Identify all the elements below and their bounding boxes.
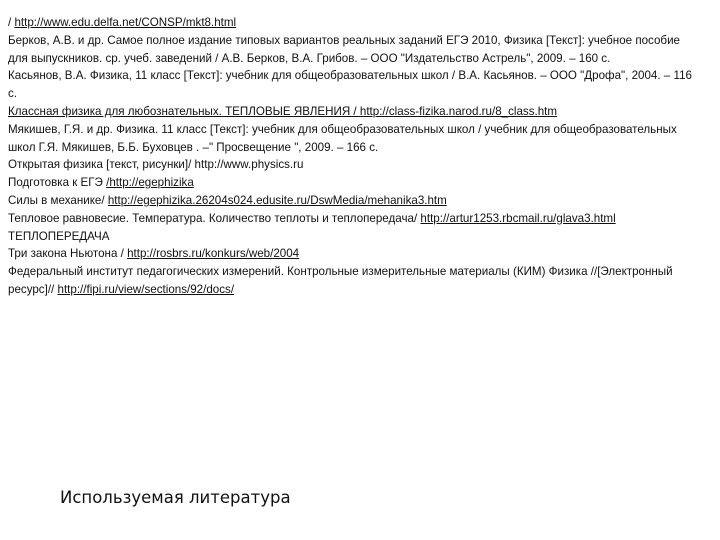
reference-text: / — [8, 16, 15, 29]
reference-link[interactable]: Классная физика для любознательных. ТЕПЛОВЫЕ ЯВЛЕНИЯ / http://class-fizika.narod.ru/8_class.htm — [8, 104, 558, 118]
reference-item — [8, 263, 698, 299]
reference-item — [8, 67, 698, 103]
reference-list — [8, 14, 698, 299]
reference-text: Три закона Ньютона / — [8, 247, 128, 261]
reference-item — [8, 245, 698, 263]
reference-item — [8, 121, 698, 157]
reference-item — [8, 174, 698, 192]
reference-link[interactable]: http://egephizika.26204s024.edusite.ru/DswMedia/mehanika3.htm — [107, 193, 447, 207]
reference-text: Федеральный институт педагогических измерений. Контрольные измерительные материалы (КИМ) Физика //[Электронный ресурс]// — [8, 265, 673, 296]
reference-item — [8, 192, 698, 210]
reference-text: ТЕПЛОПЕРЕДАЧА — [8, 229, 110, 243]
reference-text: Берков, А.В. и др. Самое полное издание типовых вариантов реальных заданий ЕГЭ 2010, Физика [Текст]: учебное пособие для выпускников. ср. учеб. заведений / А.В. Берков, В.А. Грибов. – ООО "Издательство Астрель", 2009. – 160 с. — [8, 33, 680, 65]
reference-item — [8, 156, 698, 174]
reference-link[interactable]: http://artur1253.rbcmail.ru/glava3.html — [420, 211, 616, 225]
reference-text: Открытая физика [текст, рисунки]/ http://www.physics.ru — [8, 158, 304, 172]
reference-link[interactable]: /http://egephizika — [106, 176, 194, 190]
reference-item — [8, 32, 698, 68]
reference-link[interactable]: http://www.edu.delfa.net/CONSP/mkt8.html — [14, 16, 237, 29]
reference-link[interactable]: http://rosbrs.ru/konkurs/web/2004 — [127, 247, 300, 261]
reference-text: Подготовка к ЕГЭ — [8, 176, 107, 190]
slide-title: Используемая литература — [60, 488, 291, 507]
reference-item — [8, 103, 698, 121]
reference-item — [8, 228, 698, 246]
reference-text: Силы в механике/ — [8, 193, 108, 207]
reference-text: Тепловое равновесие. Температура. Количество теплоты и теплопередача/ — [8, 211, 421, 225]
reference-item — [8, 210, 698, 228]
reference-link[interactable]: http://fipi.ru/view/sections/92/docs/ — [57, 282, 235, 296]
reference-text: Мякишев, Г.Я. и др. Физика. 11 класс [Текст]: учебник для общеобразовательных школ / учебник для общеобразовательных школ Г.Я. Мякишев, Б.Б. Буховцев . –" Просвещение ", 2009. – 166 с. — [8, 122, 677, 154]
reference-item — [8, 14, 698, 32]
reference-text: Касьянов, В.А. Физика, 11 класс [Текст]: учебник для общеобразовательных школ / В.А. Касьянов. – ООО "Дрофа", 2004. – 116 с. — [8, 69, 692, 101]
